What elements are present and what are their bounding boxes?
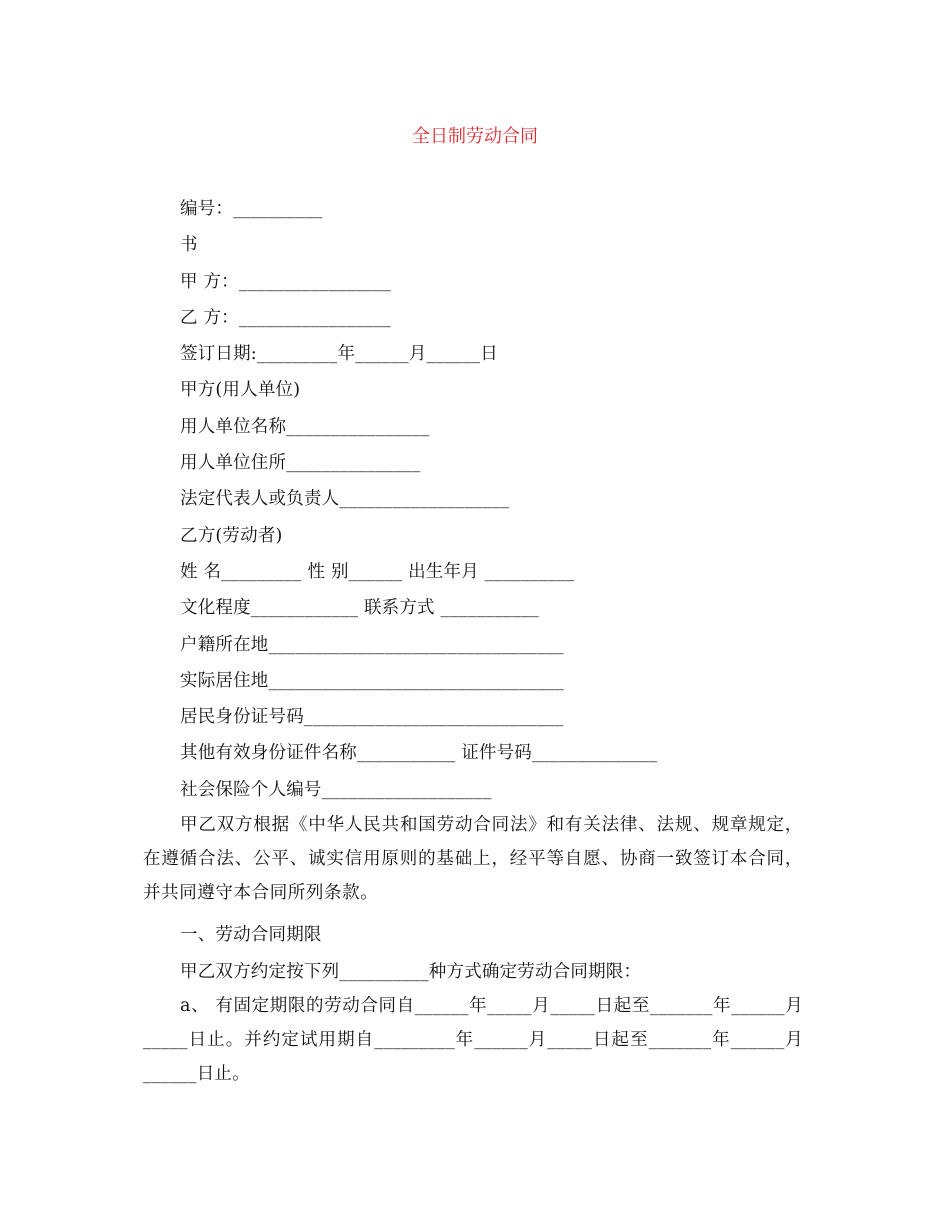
id-number-line: 居民身份证号码_____________________________ bbox=[180, 707, 564, 727]
intro-paragraph: 甲乙双方根据《中华人民共和国劳动合同法》和有关法律、法规、规章规定，在遵循合法、公平、诚实信用原则的基础上，经平等自愿、协商一致签订本合同，并共同遵守本合同所列条款。 bbox=[143, 815, 803, 903]
legal-representative-line: 法定代表人或负责人___________________ bbox=[180, 489, 510, 509]
name-gender-birth-line: 姓 名_________ 性 别______ 出生年月 __________ bbox=[180, 562, 575, 582]
employer-heading: 甲方(用人单位) bbox=[180, 380, 301, 400]
education-contact-line: 文化程度____________ 联系方式 ___________ bbox=[180, 598, 539, 618]
social-insurance-line: 社会保险个人编号___________________ bbox=[180, 780, 492, 800]
section-heading: 一、劳动合同期限 bbox=[180, 925, 322, 945]
clause-a-paragraph: a、 有固定期限的劳动合同自______年_____月_____日起至_______年______月_____日止。并约定试用期自_________年______月_____日起至_______年______月______日止。 bbox=[143, 996, 803, 1084]
employer-name-line: 用人单位名称________________ bbox=[180, 417, 430, 437]
employer-address-line: 用人单位住所_______________ bbox=[180, 453, 421, 473]
section-term-line: 甲乙双方约定按下列__________种方式确定劳动合同期限： bbox=[180, 962, 642, 982]
party-b-line: 乙 方：_________________ bbox=[180, 308, 392, 328]
residence-line: 实际居住地_________________________________ bbox=[180, 671, 564, 691]
book-label: 书 bbox=[180, 235, 198, 255]
other-id-line: 其他有效身份证件名称___________ 证件号码______________ bbox=[180, 743, 658, 763]
contract-number-line: 编号：__________ bbox=[180, 199, 323, 219]
household-registration-line: 户籍所在地_________________________________ bbox=[180, 635, 564, 655]
document-title: 全日制劳动合同 bbox=[412, 126, 538, 147]
employee-heading: 乙方(劳动者) bbox=[180, 526, 283, 546]
party-a-line: 甲 方：_________________ bbox=[180, 272, 392, 292]
signing-date-line: 签订日期:_________年______月______日 bbox=[180, 344, 498, 364]
